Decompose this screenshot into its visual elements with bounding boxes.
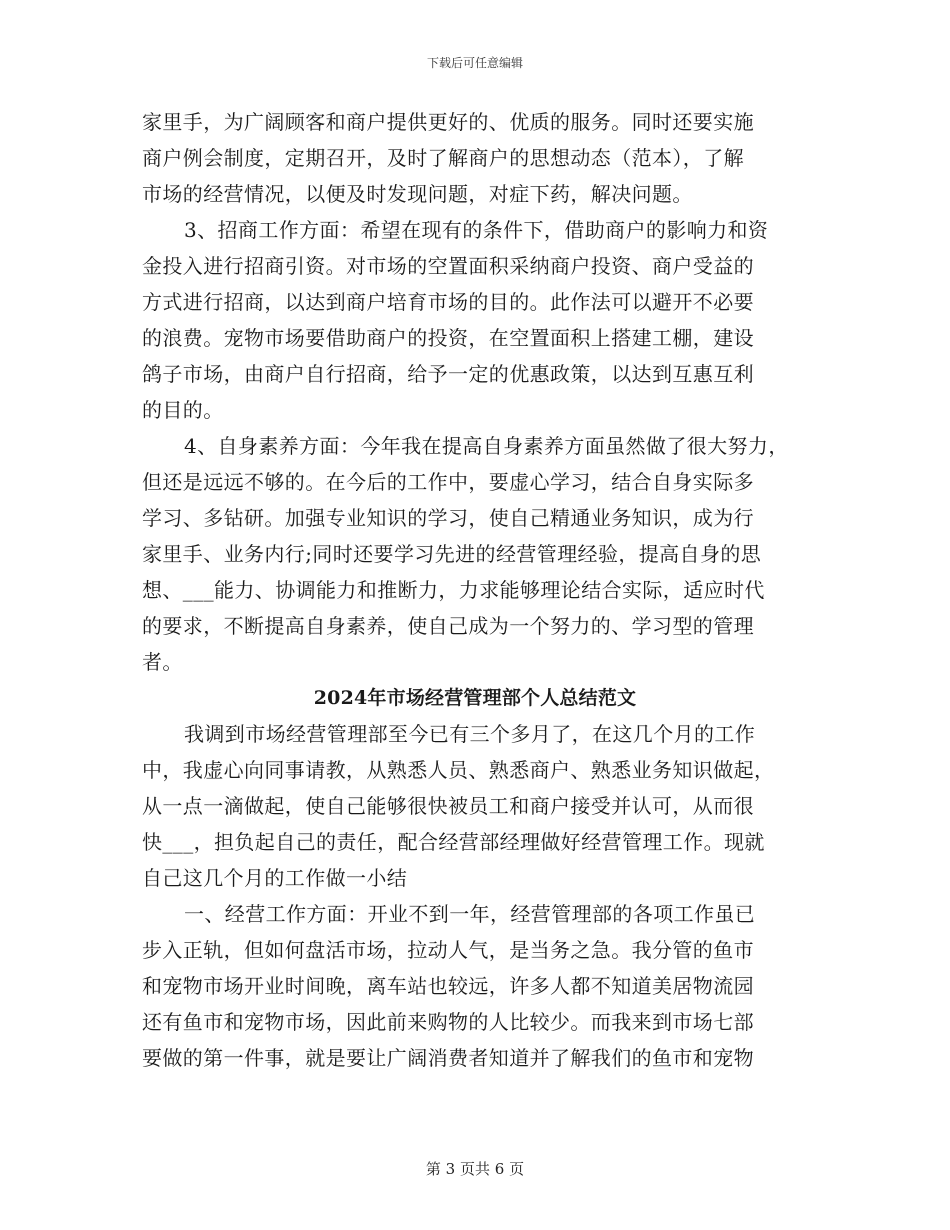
- text-line: 鸽子市场，由商户自行招商，给予一定的优惠政策，以达到互惠互利: [142, 362, 754, 386]
- section-title: 2024年市场经营管理部个人总结范文: [313, 687, 637, 709]
- text-line: 我调到市场经营管理部至今已有三个多月了，在这几个月的工作: [184, 722, 756, 746]
- text-line: 一、经营工作方面：开业不到一年，经营管理部的各项工作虽已: [184, 902, 756, 926]
- text-line: 3、招商工作方面：希望在现有的条件下，借助商户的影响力和资: [184, 218, 769, 242]
- text-line: 商户例会制度，定期召开，及时了解商户的思想动态（范本），了解: [142, 146, 744, 170]
- text-line: 步入正轨，但如何盘活市场，拉动人气，是当务之急。我分管的鱼市: [142, 938, 754, 962]
- text-line: 学习、多钻研。加强专业知识的学习，使自己精通业务知识，成为行: [142, 506, 754, 530]
- text-line: 还有鱼市和宠物市场，因此前来购物的人比较少。而我来到市场七部: [142, 1010, 754, 1034]
- text-line: 的目的。: [142, 398, 224, 422]
- text-line: 但还是远远不够的。在今后的工作中，要虚心学习，结合自身实际多: [142, 470, 754, 494]
- text-line: 快___，担负起自己的责任，配合经营部经理做好经营管理工作。现就: [142, 830, 765, 854]
- text-line: 4、自身素养方面：今年我在提高自身素养方面虽然做了很大努力，: [184, 434, 789, 458]
- text-line: 市场的经营情况，以便及时发现问题，对症下药，解决问题。: [142, 182, 693, 206]
- text-line: 者。: [142, 650, 183, 674]
- text-line: 中，我虚心向同事请教，从熟悉人员、熟悉商户、熟悉业务知识做起，: [142, 758, 775, 782]
- text-line: 想、___能力、协调能力和推断力，力求能够理论结合实际，适应时代: [142, 578, 765, 602]
- document-body: [142, 104, 808, 1076]
- text-line: 方式进行招商，以达到商户培育市场的目的。此作法可以避开不必要: [142, 290, 754, 314]
- text-line: 和宠物市场开业时间晚，离车站也较远，许多人都不知道美居物流园: [142, 974, 754, 998]
- page-footer: 第 3 页共 6 页: [425, 1160, 525, 1178]
- text-line: 从一点一滴做起，使自己能够很快被员工和商户接受并认可，从而很: [142, 794, 754, 818]
- text-line: 金投入进行招商引资。对市场的空置面积采纳商户投资、商户受益的: [142, 254, 754, 278]
- text-line: 家里手，为广阔顾客和商户提供更好的、优质的服务。同时还要实施: [142, 110, 754, 134]
- text-line: 的要求，不断提高自身素养，使自己成为一个努力的、学习型的管理: [142, 614, 754, 638]
- text-line: 要做的第一件事，就是要让广阔消费者知道并了解我们的鱼市和宠物: [142, 1046, 754, 1070]
- page-header: 下载后可任意编辑: [426, 56, 523, 70]
- text-line: 的浪费。宠物市场要借助商户的投资，在空置面积上搭建工棚，建设: [142, 326, 754, 350]
- text-line: 家里手、业务内行;同时还要学习先进的经营管理经验，提高自身的思: [142, 542, 762, 566]
- text-line: 自己这几个月的工作做一小结: [142, 866, 408, 890]
